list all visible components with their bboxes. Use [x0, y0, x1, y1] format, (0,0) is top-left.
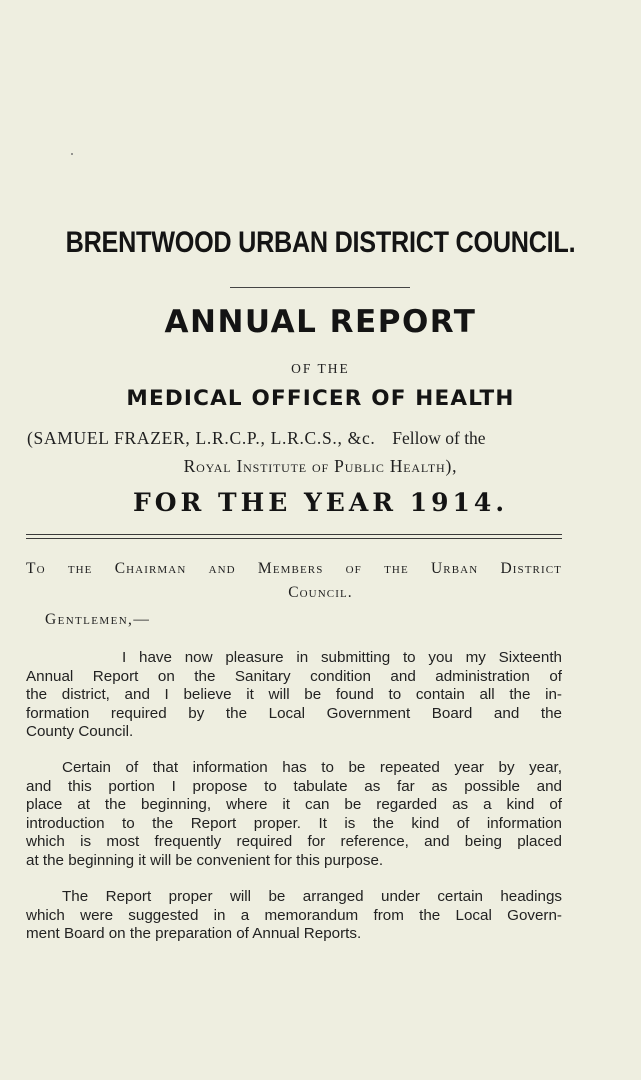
- medical-officer-heading: MEDICAL OFFICER OF HEALTH: [126, 386, 515, 411]
- title-divider: [230, 287, 410, 288]
- report-year-heading: FOR THE YEAR 1914.: [132, 488, 509, 517]
- addressee-line-2: Council.: [288, 584, 353, 601]
- paragraph-line: formation required by the Local Government Board and the: [26, 704, 562, 722]
- double-rule-top: [26, 534, 562, 535]
- paper-speck: [71, 153, 73, 155]
- paragraph-3: [26, 888, 562, 944]
- paragraph-2: [26, 759, 562, 871]
- paragraph-line: which is most frequently required for reference, and being placed: [26, 833, 562, 851]
- author-name-credentials: (SAMUEL FRAZER, L.R.C.P., L.R.C.S., &c.: [27, 428, 376, 448]
- paragraph-line: Certain of that information has to be repeated year by year,: [62, 759, 562, 776]
- paragraph-line: introduction to the Report proper. It is the kind of information: [26, 814, 562, 832]
- author-fellowship: Fellow of the: [392, 428, 486, 448]
- council-heading: BRENTWOOD URBAN DISTRICT COUNCIL.: [65, 226, 576, 259]
- paragraph-line: I have now pleasure in submitting to you my Sixteenth: [122, 649, 562, 666]
- paragraph-1: [26, 649, 562, 742]
- annual-report-title: ANNUAL REPORT: [164, 304, 477, 340]
- paragraph-line: Annual Report on the Sanitary condition and administration of: [26, 667, 562, 685]
- double-rule-bottom: [26, 538, 562, 539]
- paragraph-line: ment Board on the preparation of Annual Reports.: [26, 925, 362, 943]
- addressee-line-1: To the Chairman and Members of the Urban District: [26, 560, 562, 577]
- salutation: Gentlemen,—: [45, 611, 151, 628]
- paragraph-line: at the beginning it will be convenient for this purpose.: [26, 851, 384, 869]
- of-the-text: OF THE: [291, 361, 350, 376]
- paragraph-line: which were suggested in a memorandum from the Local Govern-: [26, 906, 562, 924]
- author-line-2: Royal Institute of Public Health),: [183, 456, 458, 476]
- paragraph-line: and this portion I propose to tabulate as far as possible and: [26, 777, 562, 795]
- paragraph-line: place at the beginning, where it can be regarded as a kind of: [26, 796, 562, 814]
- paragraph-line: The Report proper will be arranged under certain headings: [62, 888, 562, 905]
- author-line-1: [27, 428, 486, 449]
- paragraph-line: County Council.: [26, 723, 134, 741]
- paragraph-line: the district, and I believe it will be found to contain all the in-: [26, 686, 562, 704]
